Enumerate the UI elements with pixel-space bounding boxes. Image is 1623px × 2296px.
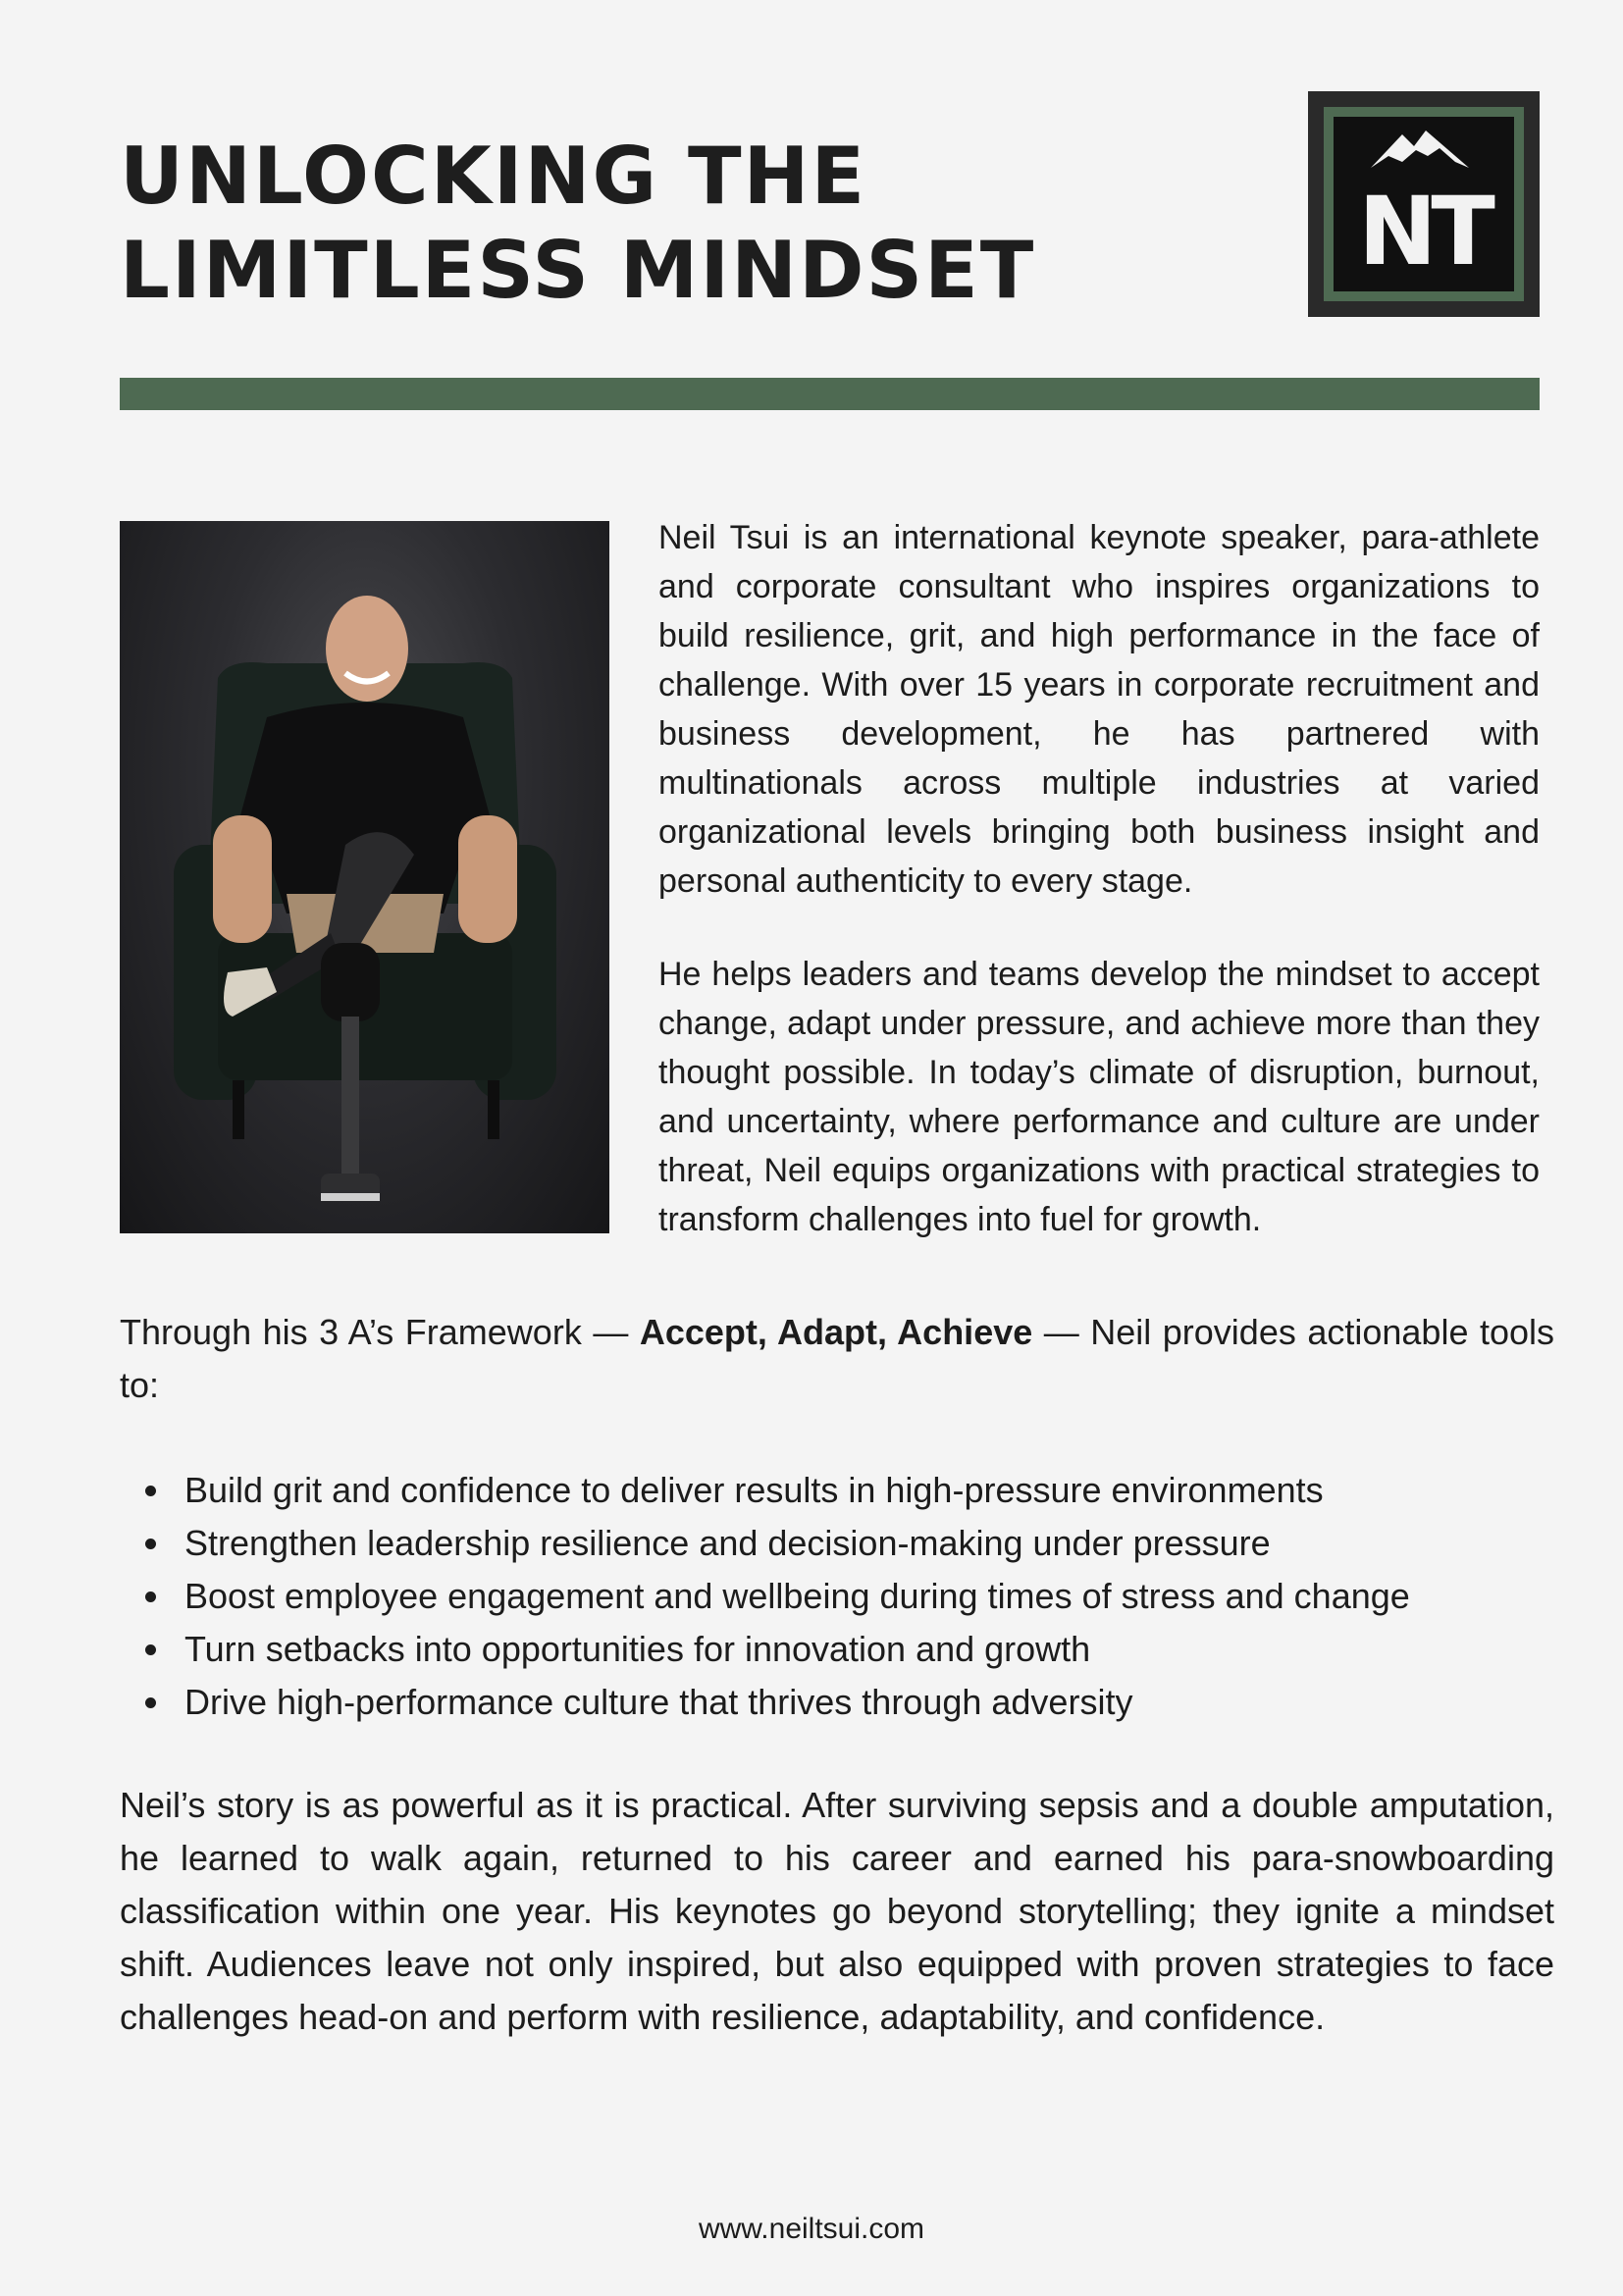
speaker-photo bbox=[120, 521, 609, 1233]
page-title bbox=[120, 130, 1199, 318]
website-link[interactable]: www.neiltsui.com bbox=[698, 2213, 925, 2245]
list-item bbox=[120, 1623, 1554, 1676]
bullet-icon bbox=[145, 1486, 156, 1496]
nt-logo bbox=[1308, 91, 1540, 317]
framework-intro bbox=[120, 1306, 1554, 1412]
list-item-text: Boost employee engagement and wellbeing during times of stress and change bbox=[184, 1576, 1410, 1616]
intro-paragraph-1: Neil Tsui is an international keynote speaker, para-athlete and corporate consultant who inspires organizations to build resilience, grit, and high performance in the face of challenge. With over 15 years in corporate recruitment and business development, he has partnered with multinationals across multiple industries at varied organizational levels bringing both business insight and personal authenticity to every stage. bbox=[658, 519, 1540, 900]
bullet-icon bbox=[145, 1697, 156, 1708]
intro-paragraph-2: He helps leaders and teams develop the mindset to accept change, adapt under pressure, and achieve more than they thought possible. In today’s climate of disruption, burnout, and uncertainty, where performance and culture are under threat, Neil equips organizations with practical strategies to transform challenges into fuel for growth. bbox=[658, 956, 1540, 1238]
story-paragraph: Neil’s story is as powerful as it is practical. After surviving sepsis and a double amputation, he learned to walk again, returned to his career and earned his para-snowboarding classification within one year. His keynotes go beyond storytelling; they ignite a mindset shift. Audiences leave not only inspired, but also equipped with proven strategies to face challenges head-on and perform with resilience, adaptability, and confidence. bbox=[120, 1785, 1554, 2037]
title-line-1: UNLOCKING THE bbox=[120, 130, 867, 222]
intro-text bbox=[658, 513, 1540, 1288]
framework-tail: — Neil provides actionable tools to: bbox=[120, 1312, 1554, 1405]
title-line-2: LIMITLESS MINDSET bbox=[120, 225, 1036, 316]
bullet-icon bbox=[145, 1539, 156, 1549]
list-item-text: Drive high-performance culture that thrives through adversity bbox=[184, 1682, 1133, 1722]
benefits-list bbox=[120, 1464, 1554, 1729]
logo-frame bbox=[1324, 107, 1524, 301]
accent-divider bbox=[120, 378, 1540, 410]
framework-bold: Accept, Adapt, Achieve bbox=[639, 1312, 1033, 1352]
logo-text: NT bbox=[1358, 177, 1490, 287]
list-item bbox=[120, 1464, 1554, 1517]
list-item-text: Turn setbacks into opportunities for innovation and growth bbox=[184, 1629, 1091, 1669]
list-item-text: Strengthen leadership resilience and decision-making under pressure bbox=[184, 1523, 1271, 1563]
list-item-text: Build grit and confidence to deliver results in high-pressure environments bbox=[184, 1470, 1324, 1510]
framework-lead: Through his 3 A’s Framework — bbox=[120, 1312, 629, 1352]
portrait-photo-icon bbox=[120, 521, 609, 1233]
logo-mountain-icon bbox=[1334, 117, 1514, 291]
bullet-icon bbox=[145, 1644, 156, 1655]
bullet-icon bbox=[145, 1592, 156, 1602]
list-item bbox=[120, 1676, 1554, 1729]
list-item bbox=[120, 1570, 1554, 1623]
list-item bbox=[120, 1517, 1554, 1570]
